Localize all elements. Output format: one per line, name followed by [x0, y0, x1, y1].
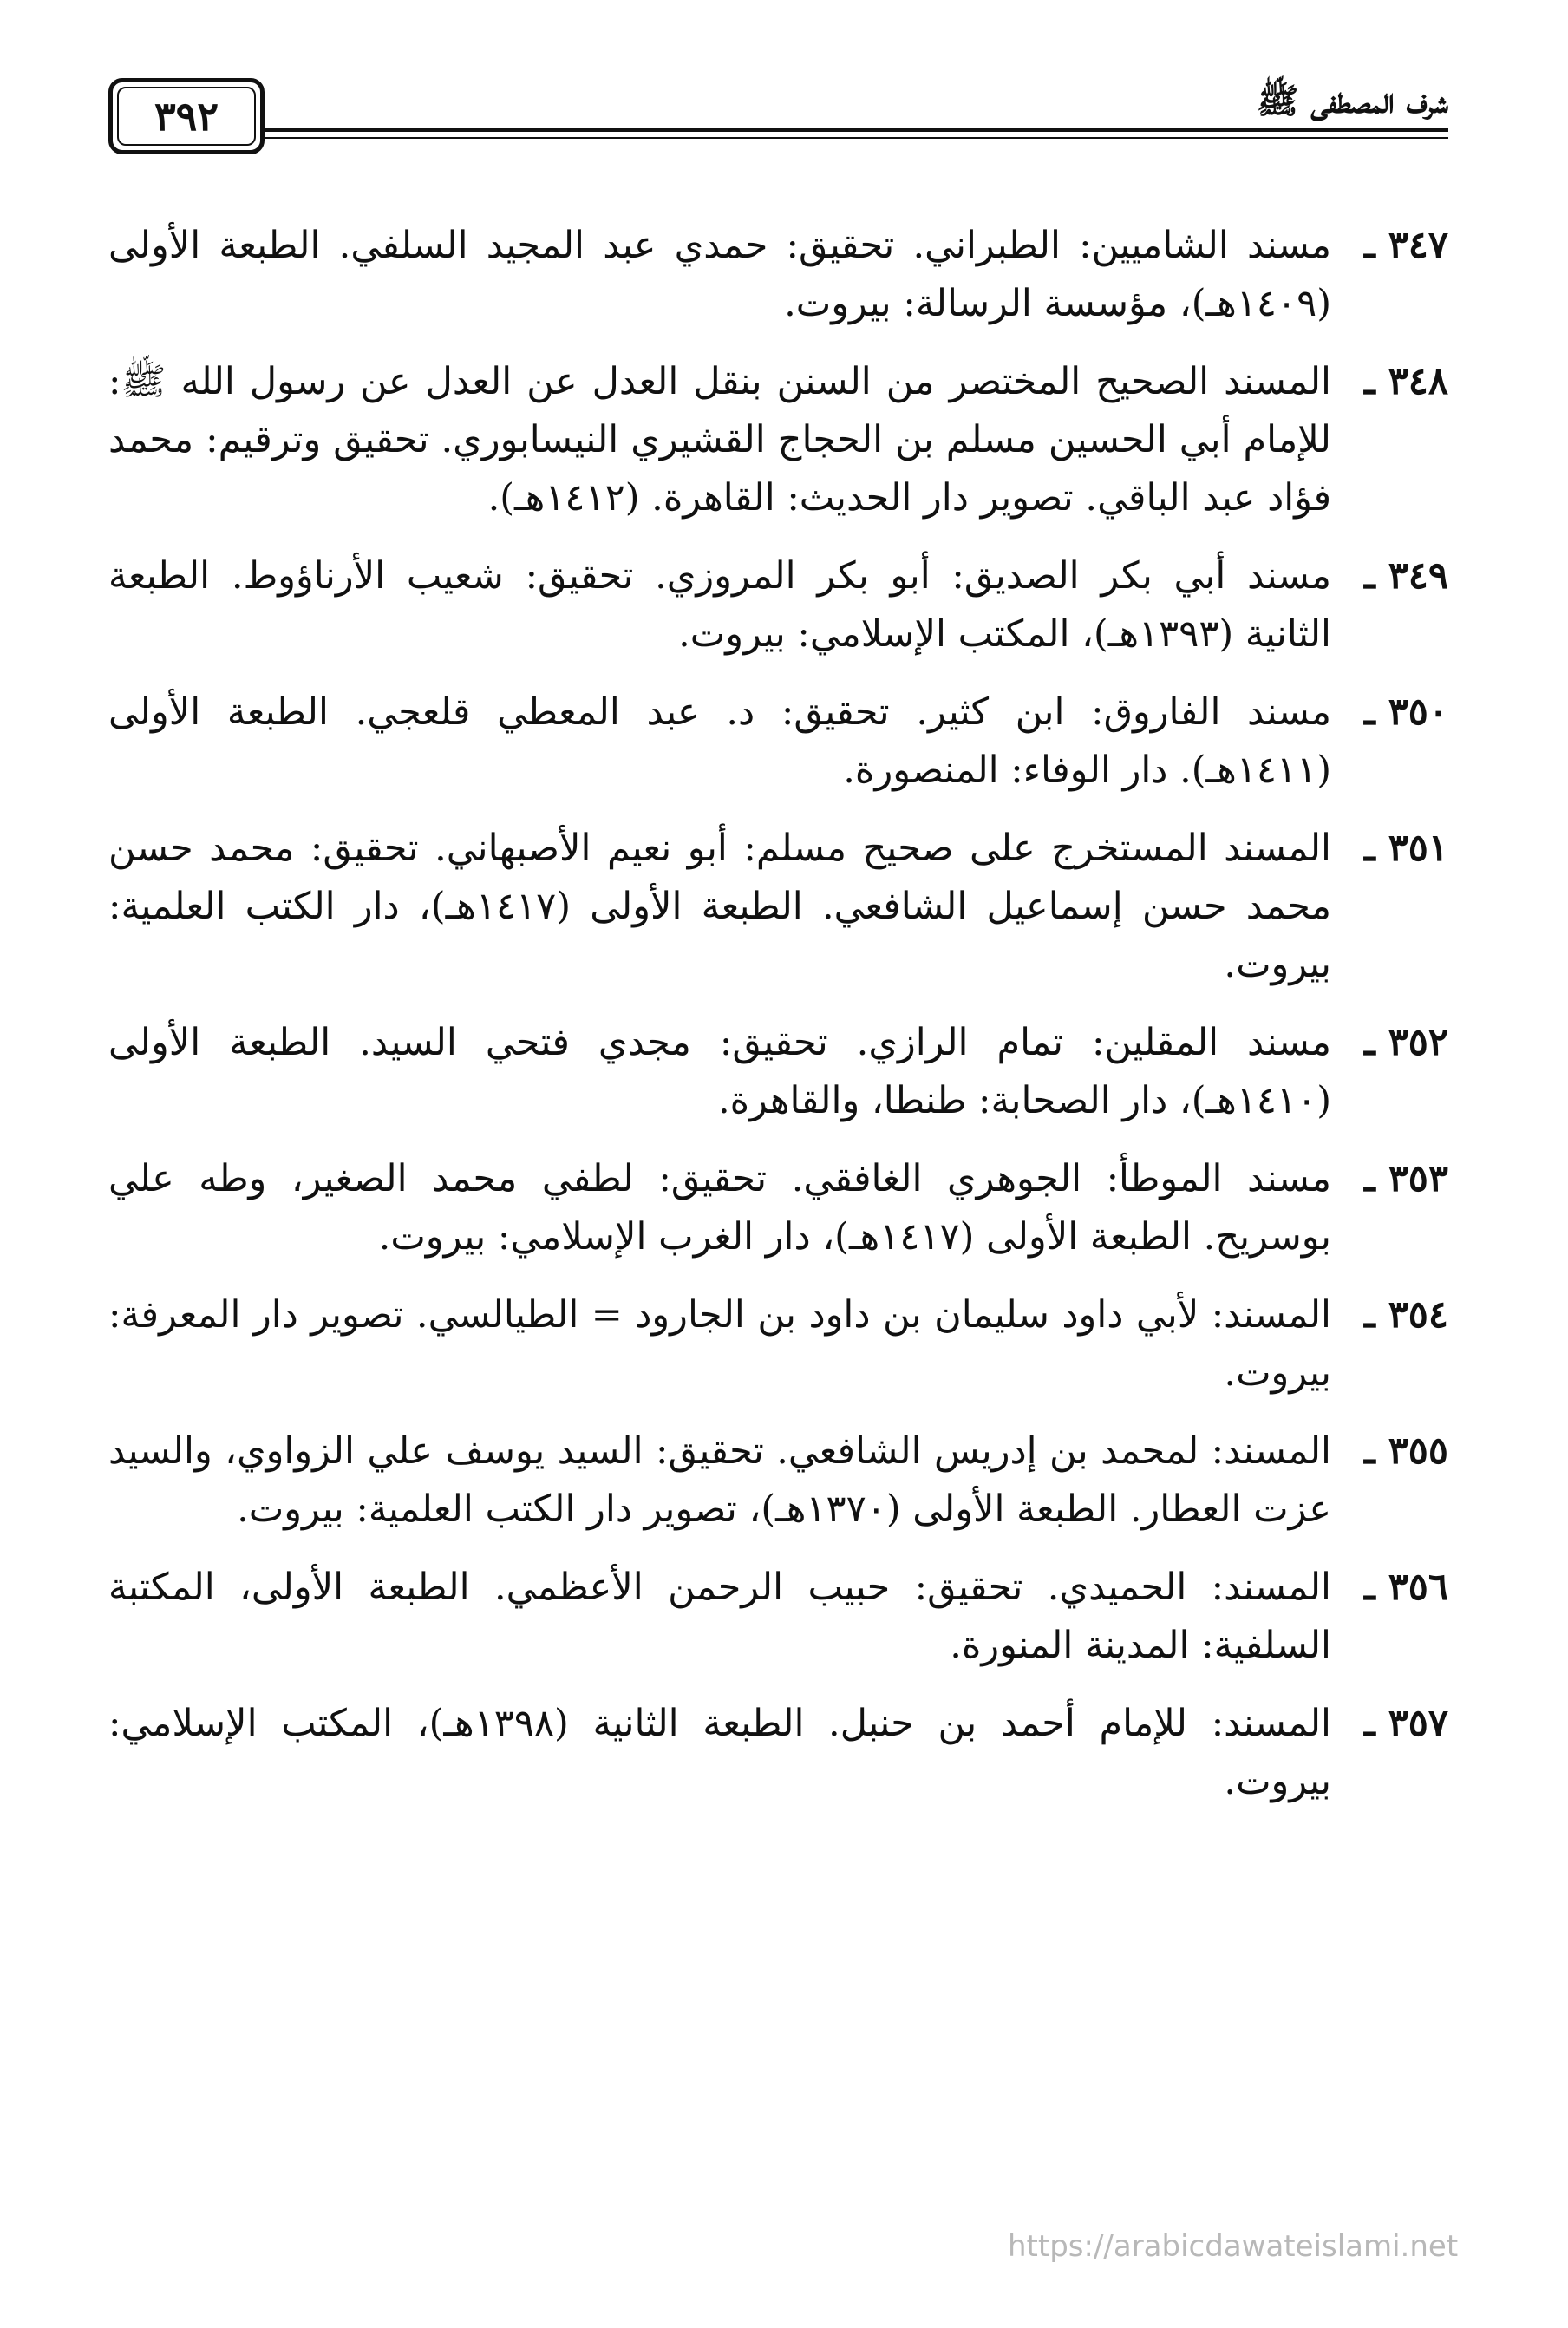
bibliography-entry — [108, 1695, 1448, 1811]
page-number: ٣٩٢ — [117, 87, 256, 146]
entry-number: ٣٥٧ ـ — [1364, 1702, 1448, 1745]
entry-text: المسند الصحيح المختصر من السنن بنقل العدل عن العدل عن رسول الله ﷺ: للإمام أبي الحسين مسلم بن الحجاج القشيري النيسابوري. تحقيق وترقيم: محمد فؤاد عبد الباقي. تصوير دار الحديث: القاهرة. (١٤١٢هـ). — [108, 360, 1331, 520]
bibliography-entry — [108, 1014, 1448, 1130]
bibliography-entry — [108, 1286, 1448, 1403]
bibliography-list — [108, 217, 1448, 1831]
bibliography-entry — [108, 217, 1448, 333]
entry-text: المسند المستخرج على صحيح مسلم: أبو نعيم الأصبهاني. تحقيق: محمد حسن محمد حسن إسماعيل الشافعي. الطبعة الأولى (١٤١٧هـ)، دار الكتب العلمية: بيروت. — [108, 827, 1331, 986]
header-rule-left-bottom — [265, 137, 1448, 139]
entry-text: مسند أبي بكر الصديق: أبو بكر المروزي. تحقيق: شعيب الأرناؤوط. الطبعة الثانية (١٣٩٣هـ)، المكتب الإسلامي: بيروت. — [108, 554, 1331, 656]
entry-number: ٣٥١ ـ — [1364, 827, 1448, 870]
entry-text: مسند الموطأ: الجوهري الغافقي. تحقيق: لطفي محمد الصغير، وطه علي بوسريح. الطبعة الأولى (١٤١٧هـ)، دار الغرب الإسلامي: بيروت. — [108, 1157, 1331, 1259]
running-title: شرف المصطفى ﷺ — [1257, 81, 1448, 121]
entry-number: ٣٥٣ ـ — [1364, 1157, 1448, 1200]
bibliography-entry — [108, 547, 1448, 664]
entry-number: ٣٤٨ ـ — [1364, 360, 1448, 403]
entry-number: ٣٥٢ ـ — [1364, 1021, 1448, 1064]
bibliography-entry — [108, 820, 1448, 994]
bibliography-entry — [108, 683, 1448, 800]
entry-text: مسند الشاميين: الطبراني. تحقيق: حمدي عبد المجيد السلفي. الطبعة الأولى (١٤٠٩هـ)، مؤسسة الرسالة: بيروت. — [108, 224, 1331, 325]
bibliography-entry — [108, 1422, 1448, 1539]
entry-number: ٣٥٤ ـ — [1364, 1293, 1448, 1337]
entry-number: ٣٤٩ ـ — [1364, 554, 1448, 598]
entry-number: ٣٤٧ ـ — [1364, 224, 1448, 267]
entry-text: المسند: لأبي داود سليمان بن داود بن الجارود = الطيالسي. تصوير دار المعرفة: بيروت. — [108, 1293, 1331, 1395]
page-number-frame — [108, 78, 265, 154]
entry-text: المسند: للإمام أحمد بن حنبل. الطبعة الثانية (١٣٩٨هـ)، المكتب الإسلامي: بيروت. — [108, 1702, 1331, 1803]
bibliography-entry — [108, 1559, 1448, 1675]
entry-text: مسند الفاروق: ابن كثير. تحقيق: د. عبد المعطي قلعجي. الطبعة الأولى (١٤١١هـ). دار الوفاء: المنصورة. — [108, 690, 1331, 792]
entry-text: المسند: الحميدي. تحقيق: حبيب الرحمن الأعظمي. الطبعة الأولى، المكتبة السلفية: المدينة المنورة. — [108, 1566, 1331, 1667]
entry-text: المسند: لمحمد بن إدريس الشافعي. تحقيق: السيد يوسف علي الزواوي، والسيد عزت العطار. الطبعة الأولى (١٣٧٠هـ)، تصوير دار الكتب العلمية: بيروت. — [108, 1429, 1331, 1531]
entry-text: مسند المقلين: تمام الرازي. تحقيق: مجدي فتحي السيد. الطبعة الأولى (١٤١٠هـ)، دار الصحابة: طنطا، والقاهرة. — [108, 1021, 1331, 1122]
entry-number: ٣٥٦ ـ — [1364, 1566, 1448, 1609]
bibliography-entry — [108, 1150, 1448, 1266]
page-header — [108, 78, 1448, 165]
bibliography-entry — [108, 353, 1448, 527]
entry-number: ٣٥٥ ـ — [1364, 1429, 1448, 1473]
entry-number: ٣٥٠ ـ — [1364, 690, 1448, 734]
watermark-url: https://arabicdawateislami.net — [1008, 2229, 1459, 2264]
